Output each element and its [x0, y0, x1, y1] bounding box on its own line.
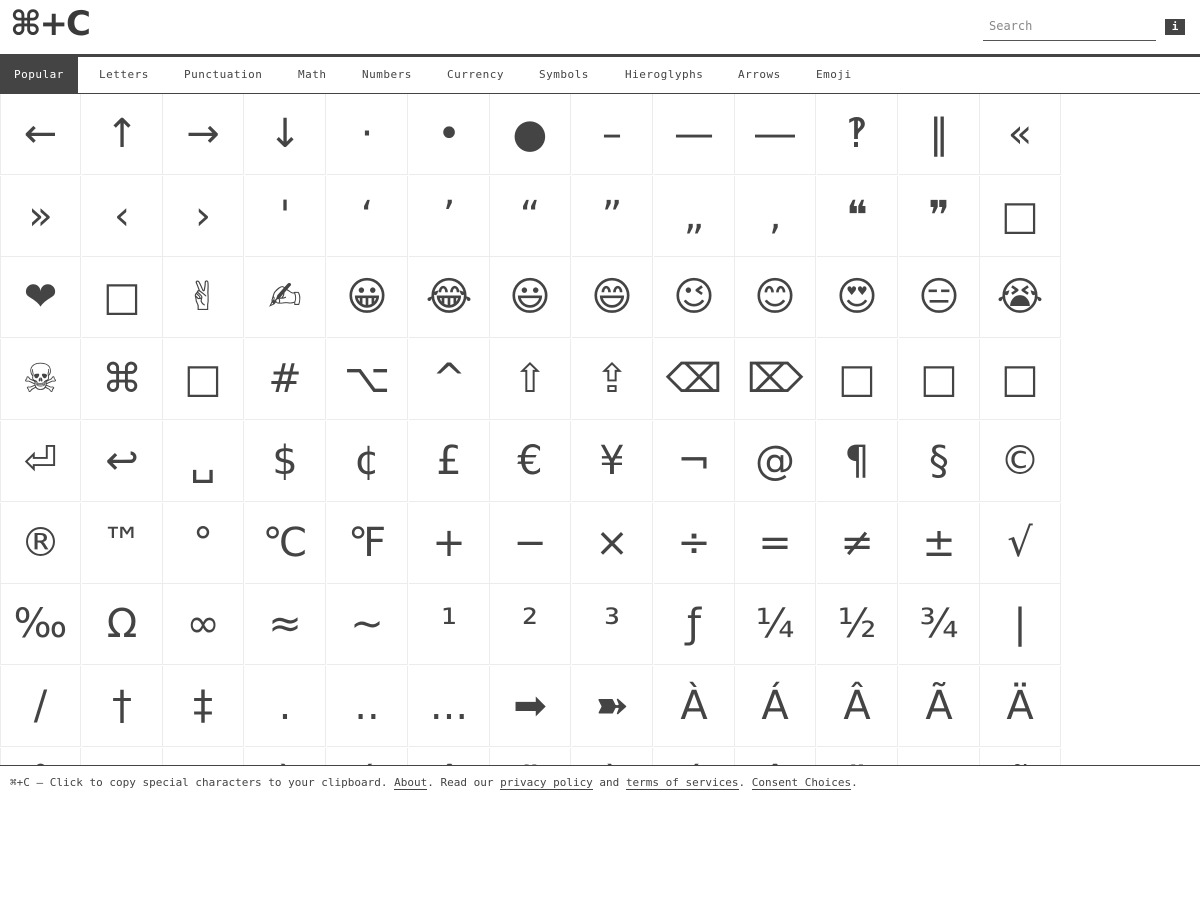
character-cell[interactable]: ¾ — [899, 584, 980, 665]
character-cell[interactable]: ❞ — [899, 176, 980, 257]
tab-math[interactable]: Math — [298, 68, 327, 81]
footer-text: and — [592, 776, 626, 789]
character-cell[interactable]: Ä — [980, 666, 1061, 747]
character-cell[interactable]: Â — [817, 666, 898, 747]
character-cell[interactable]: ¢ — [327, 421, 408, 502]
character-cell[interactable]: · — [327, 94, 408, 175]
character-cell[interactable] — [899, 748, 980, 766]
character-cell[interactable]: $ — [245, 421, 326, 502]
character-cell[interactable]: .. — [327, 666, 408, 747]
tab-emoji[interactable]: Emoji — [816, 68, 852, 81]
character-cell[interactable]: ¶ — [817, 421, 898, 502]
character-cell[interactable]: + — [409, 503, 490, 584]
footer-text: . — [851, 776, 858, 789]
tab-popular[interactable]: Popular — [0, 57, 78, 93]
character-cell[interactable]: ² — [490, 584, 571, 665]
character-cell[interactable]: ↩ — [82, 421, 163, 502]
search-input[interactable] — [983, 12, 1156, 41]
character-cell[interactable]: / — [0, 666, 81, 747]
terms-link[interactable]: terms of services — [625, 776, 739, 789]
character-cell[interactable]: „ — [654, 176, 735, 257]
about-link[interactable]: About — [394, 776, 428, 789]
character-cell[interactable]: ÷ — [654, 503, 735, 584]
character-cell[interactable]: Á — [735, 666, 816, 747]
character-cell[interactable]: 😀 — [327, 257, 408, 338]
character-cell[interactable]: ℉ — [327, 503, 408, 584]
character-cell[interactable]: ° — [163, 503, 244, 584]
character-cell[interactable]: 😂 — [409, 257, 490, 338]
character-cell[interactable]: 😉 — [654, 257, 735, 338]
character-cell[interactable]: ‖ — [899, 94, 980, 175]
character-cell[interactable]: ❤ — [0, 257, 81, 338]
tab-hieroglyphs[interactable]: Hieroglyphs — [625, 68, 704, 81]
tab-punctuation[interactable]: Punctuation — [184, 68, 263, 81]
character-cell[interactable]: ’ — [409, 176, 490, 257]
footer-text: . Read our — [427, 776, 501, 789]
character-cell[interactable]: 😍 — [817, 257, 898, 338]
character-cell[interactable] — [163, 748, 244, 766]
character-cell[interactable]: » — [0, 176, 81, 257]
character-cell[interactable] — [817, 748, 898, 766]
character-cell[interactable]: □ — [980, 339, 1061, 420]
character-cell[interactable]: → — [163, 94, 244, 175]
character-cell[interactable]: ‘ — [327, 176, 408, 257]
character-cell[interactable]: ❝ — [817, 176, 898, 257]
character-cell[interactable]: ⇪ — [572, 339, 653, 420]
character-cell[interactable]: © — [980, 421, 1061, 502]
character-cell[interactable]: ^ — [409, 339, 490, 420]
character-cell[interactable]: | — [980, 584, 1061, 665]
footer — [0, 765, 1200, 900]
tab-arrows[interactable]: Arrows — [738, 68, 781, 81]
character-cell[interactable]: Ω — [82, 584, 163, 665]
character-cell[interactable]: ➽ — [572, 666, 653, 747]
character-cell[interactable]: § — [899, 421, 980, 502]
character-cell[interactable]: 😊 — [735, 257, 816, 338]
character-cell[interactable] — [654, 748, 735, 766]
character-cell[interactable]: ― — [735, 94, 816, 175]
character-cell[interactable]: ↓ — [245, 94, 326, 175]
character-cell[interactable]: ⌫ — [654, 339, 735, 420]
character-cell[interactable]: ⌥ — [327, 339, 408, 420]
logo[interactable]: ⌘+C — [10, 4, 89, 44]
character-cell[interactable]: – — [572, 94, 653, 175]
character-cell[interactable]: ¥ — [572, 421, 653, 502]
character-cell[interactable]: ‡ — [163, 666, 244, 747]
character-cell[interactable]: • — [409, 94, 490, 175]
character-cell[interactable]: ' — [245, 176, 326, 257]
character-cell[interactable]: ‽ — [817, 94, 898, 175]
footer-intro: ⌘+C – Click to copy special characters to your clipboard. — [10, 776, 395, 789]
character-cell[interactable]: Ã — [899, 666, 980, 747]
character-cell[interactable]: ~ — [327, 584, 408, 665]
character-cell[interactable]: ⇧ — [490, 339, 571, 420]
character-cell[interactable]: ¬ — [654, 421, 735, 502]
character-cell[interactable]: ℃ — [245, 503, 326, 584]
character-cell[interactable] — [0, 748, 81, 766]
character-cell[interactable]: ± — [899, 503, 980, 584]
character-cell[interactable]: × — [572, 503, 653, 584]
character-cell[interactable]: ← — [0, 94, 81, 175]
character-cell[interactable]: ➡ — [490, 666, 571, 747]
character-cell[interactable]: — — [654, 94, 735, 175]
character-cell[interactable]: ³ — [572, 584, 653, 665]
character-cell[interactable]: # — [245, 339, 326, 420]
character-cell[interactable]: £ — [409, 421, 490, 502]
character-cell[interactable]: 😃 — [490, 257, 571, 338]
character-cell[interactable]: ½ — [817, 584, 898, 665]
character-cell[interactable]: ⏎ — [0, 421, 81, 502]
character-cell[interactable]: ™ — [82, 503, 163, 584]
character-cell[interactable]: † — [82, 666, 163, 747]
character-cell[interactable]: ¼ — [735, 584, 816, 665]
character-cell[interactable]: − — [490, 503, 571, 584]
character-cell[interactable] — [409, 748, 490, 766]
character-cell[interactable]: ... — [409, 666, 490, 747]
character-cell[interactable]: ≠ — [817, 503, 898, 584]
character-cell[interactable]: “ — [490, 176, 571, 257]
tab-letters[interactable]: Letters — [99, 68, 149, 81]
character-cell[interactable]: @ — [735, 421, 816, 502]
character-cell[interactable]: ␣ — [163, 421, 244, 502]
tab-symbols[interactable]: Symbols — [539, 68, 589, 81]
character-cell[interactable]: ∞ — [163, 584, 244, 665]
character-cell[interactable]: ‰ — [0, 584, 81, 665]
character-cell[interactable]: € — [490, 421, 571, 502]
character-cell[interactable]: □ — [817, 339, 898, 420]
info-button[interactable]: i — [1165, 19, 1185, 35]
category-nav — [0, 54, 1200, 94]
tab-currency[interactable]: Currency — [447, 68, 504, 81]
character-cell[interactable]: √ — [980, 503, 1061, 584]
character-cell[interactable]: . — [245, 666, 326, 747]
character-cell[interactable]: ↑ — [82, 94, 163, 175]
character-cell[interactable] — [82, 748, 163, 766]
character-cell[interactable] — [980, 748, 1061, 766]
character-cell[interactable]: ‚ — [735, 176, 816, 257]
character-cell[interactable]: ‹ — [82, 176, 163, 257]
character-cell[interactable]: ƒ — [654, 584, 735, 665]
character-cell[interactable]: 😭 — [980, 257, 1061, 338]
character-cell[interactable]: À — [654, 666, 735, 747]
character-cell[interactable]: ⌘ — [82, 339, 163, 420]
character-cell[interactable]: ® — [0, 503, 81, 584]
character-cell[interactable]: ● — [490, 94, 571, 175]
character-cell[interactable]: « — [980, 94, 1061, 175]
character-cell[interactable]: ” — [572, 176, 653, 257]
character-cell[interactable]: □ — [82, 257, 163, 338]
character-cell[interactable] — [327, 748, 408, 766]
privacy-policy-link[interactable]: privacy policy — [500, 776, 593, 789]
character-cell[interactable] — [572, 748, 653, 766]
character-cell[interactable] — [490, 748, 571, 766]
character-cell[interactable]: 😑 — [899, 257, 980, 338]
character-cell[interactable]: › — [163, 176, 244, 257]
character-cell[interactable]: 😄 — [572, 257, 653, 338]
tab-numbers[interactable]: Numbers — [362, 68, 412, 81]
character-cell[interactable]: ≈ — [245, 584, 326, 665]
character-cell[interactable]: = — [735, 503, 816, 584]
character-cell[interactable]: ¹ — [409, 584, 490, 665]
character-cell[interactable]: ☠ — [0, 339, 81, 420]
character-cell[interactable]: □ — [899, 339, 980, 420]
character-cell[interactable]: □ — [980, 176, 1061, 257]
character-cell[interactable] — [735, 748, 816, 766]
consent-choices-link[interactable]: Consent Choices — [751, 776, 852, 789]
character-cell[interactable] — [245, 748, 326, 766]
character-cell[interactable]: ✌ — [163, 257, 244, 338]
character-cell[interactable]: □ — [163, 339, 244, 420]
character-cell[interactable]: ⌦ — [735, 339, 816, 420]
header — [0, 0, 1200, 54]
footer-text: . — [738, 776, 752, 789]
character-grid — [0, 94, 1062, 766]
character-cell[interactable]: ✍ — [245, 257, 326, 338]
